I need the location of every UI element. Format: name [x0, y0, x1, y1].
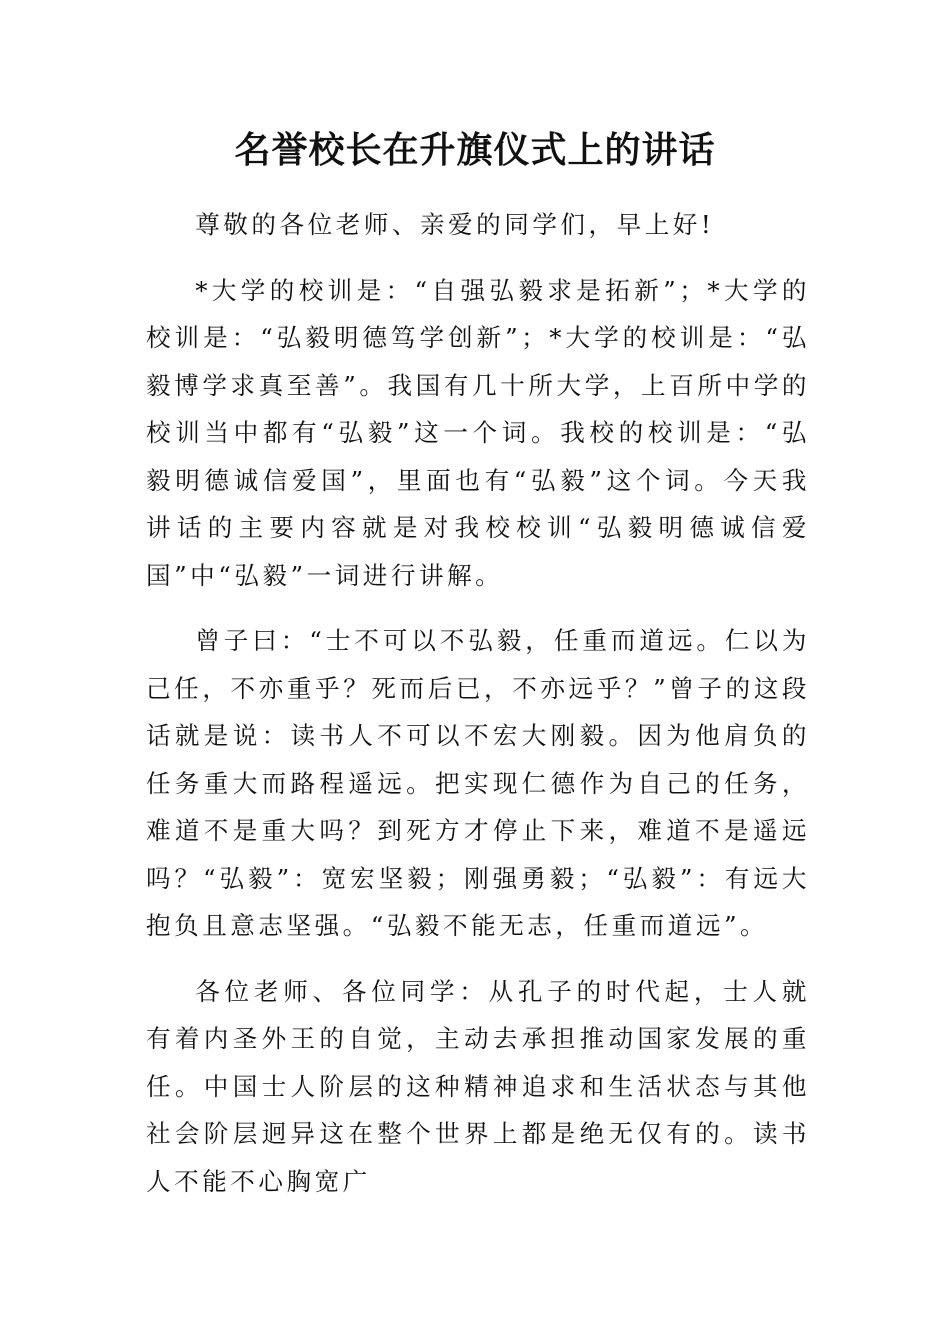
paragraph-greeting: 尊敬的各位老师、亲爱的同学们，早上好! — [195, 210, 715, 239]
paragraph-scholar-tradition: 各位老师、各位同学：从孔子的时代起，士人就有着内圣外王的自觉，主动去承担推动国家发展的重任。中国士人阶层的这种精神追求和生活状态与其他社会阶层迥异这在整个世界上都是绝无仅有的。读书人不能不心胸宽广 — [146, 976, 810, 1196]
document-body — [146, 201, 810, 1223]
document-title: 名誉校长在升旗仪式上的讲话 — [234, 129, 716, 171]
paragraph-zengzi-quote: 曾子曰：“士不可以不弘毅，任重而道远。仁以为己任，不亦重乎？死而后已，不亦远乎？”曾子的这段话就是说：读书人不可以不宏大刚毅。因为他肩负的任务重大而路程遥远。把实现仁德作为自己的任务，难道不是重大吗？到死方才停止下来，难道不是遥远吗？“弘毅”：宽宏坚毅；刚强勇毅；“弘毅”：有远大抱负且意志坚强。“弘毅不能无志，任重而道远”。 — [146, 626, 810, 940]
paragraph-school-mottos: *大学的校训是：“自强弘毅求是拓新”；*大学的校训是：“弘毅明德笃学创新”；*大学的校训是：“弘毅博学求真至善”。我国有几十所大学，上百所中学的校训当中都有“弘毅”这一个词。我校的校训是：“弘毅明德诚信爱国”，里面也有“弘毅”这个词。今天我讲话的主要内容就是对我校校训“弘毅明德诚信爱国”中“弘毅”一词进行讲解。 — [146, 275, 810, 590]
